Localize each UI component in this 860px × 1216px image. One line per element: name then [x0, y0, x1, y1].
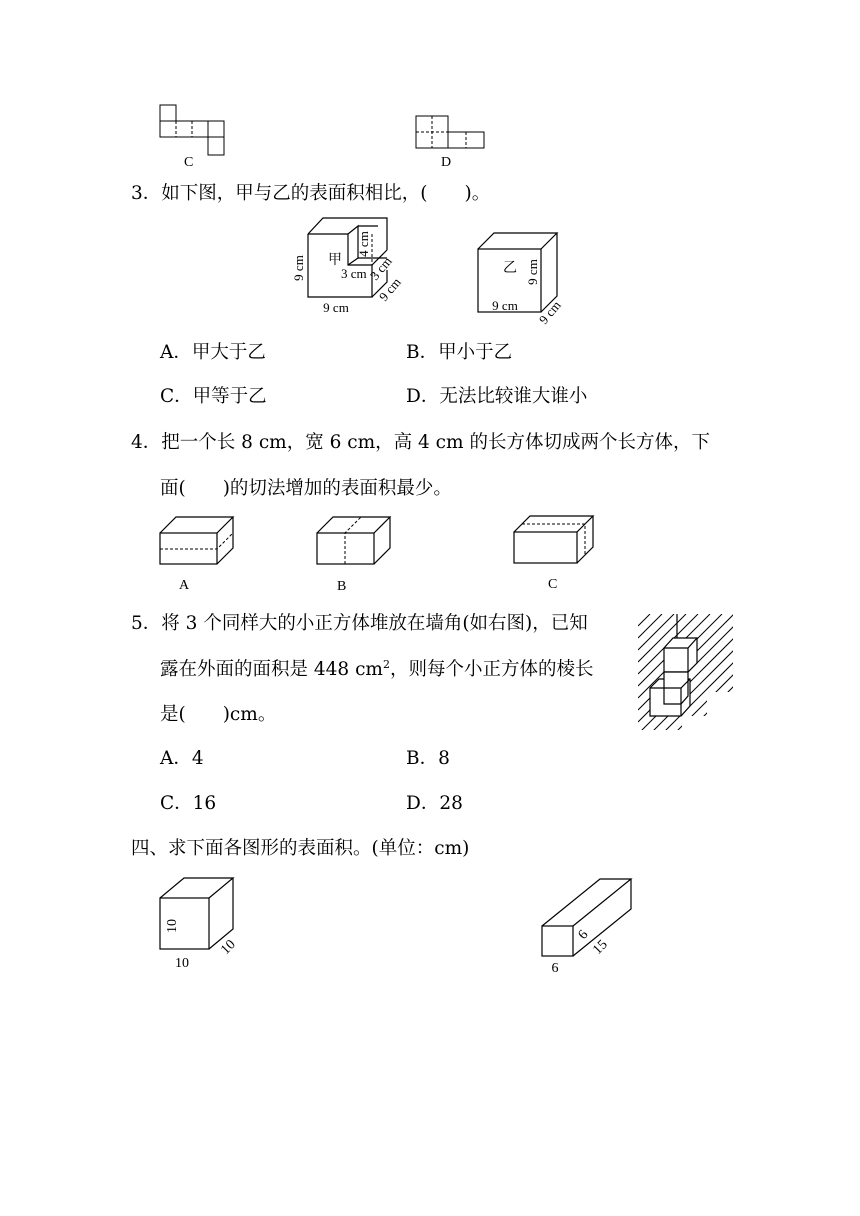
q3-stem-text: 如下图，甲与乙的表面积相比，( )。 [161, 183, 491, 204]
q3-option-a[interactable]: A．甲大于乙 [160, 342, 266, 363]
prism-width-label: 6 [551, 961, 559, 976]
jia-name: 甲 [328, 253, 342, 268]
yi-right-dim: 9 cm [525, 259, 540, 285]
jia-notch-height: 4 cm [356, 231, 371, 257]
net-c-label: C [184, 155, 194, 170]
q5-line3: 是( )cm。 [160, 704, 277, 725]
q4-number: 4． [131, 432, 162, 453]
q4-label-a[interactable]: A [179, 578, 190, 593]
jia-notch-depth: 3 cm [366, 253, 395, 283]
q5-number: 5． [131, 613, 162, 634]
prism-height-label: 6 [575, 927, 592, 943]
yi-name: 乙 [503, 261, 517, 276]
yi-depth-dim: 9 cm [535, 297, 564, 327]
q5-line1: 5．将 3 个同样大的小正方体堆放在墙角(如右图)，已知 [131, 613, 588, 634]
q5-option-d[interactable]: D．28 [406, 793, 463, 814]
q4-line1: 4．把一个长 8 cm，宽 6 cm，高 4 cm 的长方体切成两个长方体，下 [131, 432, 710, 453]
prism-length-label: 15 [590, 937, 611, 958]
jia-left-dim: 9 cm [291, 255, 306, 281]
cube-height-label: 10 [165, 919, 180, 933]
q4-label-b[interactable]: B [337, 579, 347, 594]
q4-label-c[interactable]: C [548, 577, 558, 592]
cube-depth-label: 10 [218, 937, 239, 958]
net-d-label: D [441, 155, 452, 170]
jia-bottom-dim: 9 cm [323, 300, 349, 315]
q5-option-a[interactable]: A．4 [160, 748, 204, 769]
q3-option-d[interactable]: D．无法比较谁大谁小 [406, 386, 588, 407]
yi-bottom-dim: 9 cm [492, 298, 518, 313]
cube-width-label: 10 [175, 956, 189, 971]
jia-depth-dim: 9 cm [375, 274, 404, 304]
q5-line2: 露在外面的面积是 448 $cm^2$，则每个小正方体的棱长 [160, 657, 594, 680]
section4-title: 四、求下面各图形的表面积。(单位：cm) [131, 838, 470, 859]
jia-notch-width: 3 cm [341, 266, 367, 281]
q3-option-b[interactable]: B．甲小于乙 [406, 342, 513, 363]
q5-option-b[interactable]: B．8 [406, 748, 450, 769]
q5-option-c[interactable]: C．16 [160, 793, 217, 814]
q3-number: 3． [131, 183, 162, 204]
q4-line2: 面( )的切法增加的表面积最少。 [160, 478, 452, 499]
q3-option-c[interactable]: C．甲等于乙 [160, 386, 267, 407]
